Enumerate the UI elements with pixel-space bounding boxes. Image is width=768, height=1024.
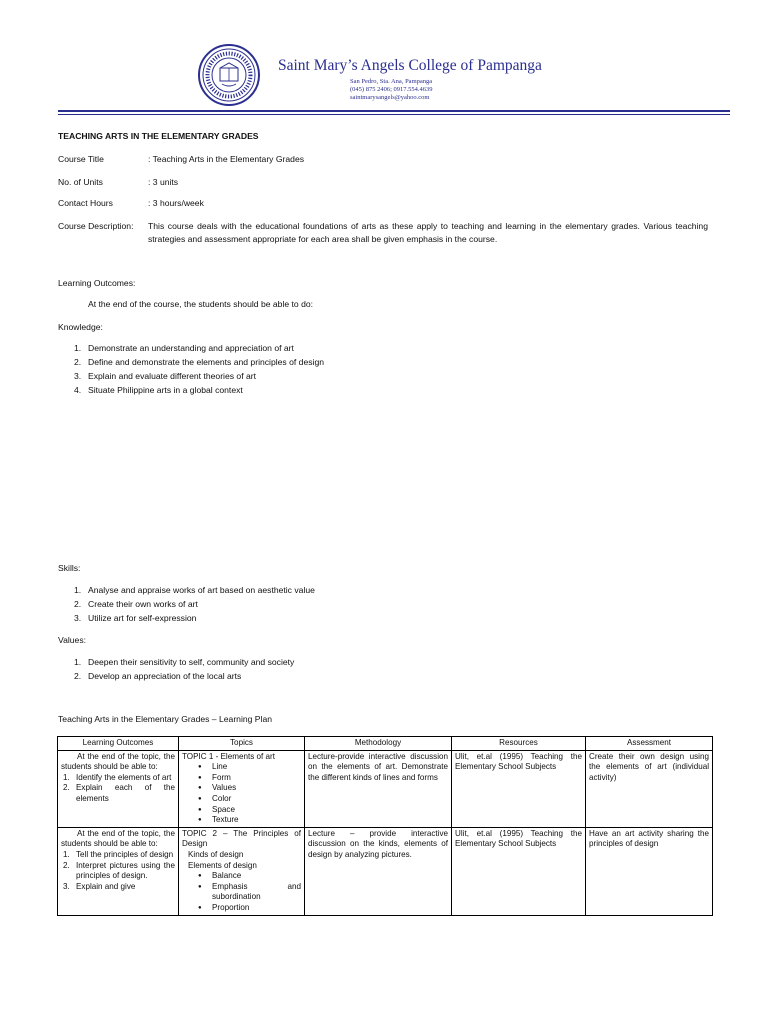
cell-methodology: Lecture-provide interactive discussion on the elements of art. Demonstrate the different kinds of lines and forms: [305, 750, 452, 827]
knowledge-list: [74, 341, 324, 397]
column-header: Topics: [179, 737, 305, 751]
cell-assessment: Have an art activity sharing the principles of design: [586, 827, 713, 915]
column-header: Assessment: [586, 737, 713, 751]
cell-topics: TOPIC 2 – The Principles of Design Kinds of design Elements of design ● Balance ● Emphasis and subordination ● Proportion: [179, 827, 305, 915]
values-list: [74, 655, 294, 683]
cell-learning-outcomes: At the end of the topic, the students should be able to: 1. Tell the principles of design 2. Interpret pictures using the principles of design. 3. Explain and give: [58, 827, 179, 915]
list-item: 2. Develop an appreciation of the local arts: [74, 671, 242, 681]
field-label-contact-hours: Contact Hours: [58, 198, 113, 208]
list-item: 1. Deepen their sensitivity to self, community and society: [74, 657, 295, 667]
field-value-units: : 3 units: [148, 177, 179, 187]
learning-plan-title: Teaching Arts in the Elementary Grades – Learning Plan: [58, 714, 273, 724]
column-header: Methodology: [305, 737, 452, 751]
table-row: [58, 750, 713, 827]
list-item: 3. Explain and evaluate different theories of art: [74, 371, 257, 381]
list-item: 2. Define and demonstrate the elements and principles of design: [74, 357, 324, 367]
header-divider: [58, 110, 730, 112]
table-header-row: [58, 737, 713, 751]
document-title: TEACHING ARTS IN THE ELEMENTARY GRADES: [58, 131, 259, 141]
table-row: [58, 827, 713, 915]
knowledge-heading: Knowledge:: [58, 322, 103, 332]
college-seal-logo: [198, 44, 260, 106]
cell-resources: Ulit, et.al (1995) Teaching the Elementary School Subjects: [452, 827, 586, 915]
skills-heading: Skills:: [58, 563, 81, 573]
outcomes-intro: At the end of the course, the students should be able to do:: [88, 299, 314, 309]
field-value-contact-hours: : 3 hours/week: [148, 198, 204, 208]
values-heading: Values:: [58, 635, 87, 645]
college-address: San Pedro, Sta. Ana, Pampanga: [350, 78, 433, 85]
cell-topics: TOPIC 1 - Elements of art ● Line ● Form ● Values ● Color ● Space ● Texture: [179, 750, 305, 827]
cell-assessment: Create their own design using the elements of art (individual activity): [586, 750, 713, 827]
skills-list: [74, 583, 315, 625]
field-label-course-description: Course Description:: [58, 221, 134, 231]
learning-outcomes-heading: Learning Outcomes:: [58, 278, 136, 288]
field-value-course-title: : Teaching Arts in the Elementary Grades: [148, 154, 305, 164]
field-label-course-title: Course Title: [58, 154, 104, 164]
cell-resources: Ulit, et.al (1995) Teaching the Elementary School Subjects: [452, 750, 586, 827]
college-email: saintmarysangels@yahoo.com: [350, 94, 430, 101]
college-name: Saint Mary’s Angels College of Pampanga: [278, 57, 542, 74]
list-item: 1. Demonstrate an understanding and appreciation of art: [74, 343, 294, 353]
course-description-text: This course deals with the educational foundations of arts as these apply to teaching and learning in the elementary grades. Various teaching strategies and assessment appropriate for each area shall be given emphasis in the course.: [148, 221, 708, 244]
list-item: 1. Analyse and appraise works of art based on aesthetic value: [74, 585, 315, 595]
field-label-units: No. of Units: [58, 177, 103, 187]
cell-learning-outcomes: At the end of the topic, the students should be able to: 1. Identify the elements of art 2. Explain each of the elements: [58, 750, 179, 827]
cell-methodology: Lecture – provide interactive discussion on the kinds, elements of design by analyzing pictures.: [305, 827, 452, 915]
column-header: Resources: [452, 737, 586, 751]
list-item: 2. Create their own works of art: [74, 599, 198, 609]
list-item: 3. Utilize art for self-expression: [74, 613, 197, 623]
college-phone: (045) 875 2406; 0917.554.4639: [350, 86, 433, 93]
list-item: 4. Situate Philippine arts in a global context: [74, 385, 243, 395]
column-header: Learning Outcomes: [58, 737, 179, 751]
header-divider-thin: [58, 114, 730, 115]
learning-plan-table: [57, 736, 713, 916]
